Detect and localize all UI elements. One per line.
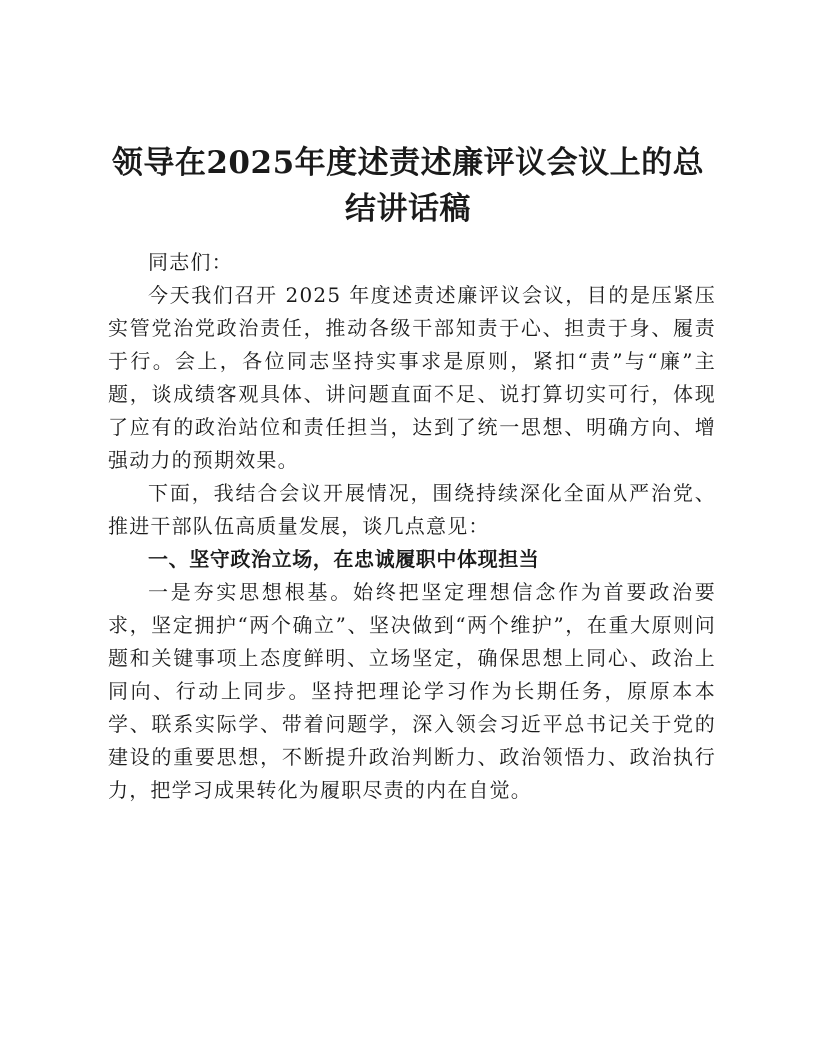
greeting-text: 同志们： [148, 250, 233, 274]
transition-paragraph: 下面，我结合会议开展情况，围绕持续深化全面从严治党、推进干部队伍高质量发展，谈几点意见： [108, 481, 716, 538]
section-heading: 一、坚守政治立场，在忠诚履职中体现担当 [148, 547, 540, 571]
document-title: 领导在2025年度述责述廉评议会议上的总结讲话稿 [111, 145, 705, 227]
section-paragraph: 一是夯实思想根基。始终把坚定理想信念作为首要政治要求，坚定拥护“两个确立”、坚决做到“两个维护”，在重大原则问题和关键事项上态度鲜明、立场坚定，确保思想上同心、政治上同向、行动上同步。坚持把理论学习作为长期任务，原原本本学、联系实际学、带着问题学，深入领会习近平总书记关于党的建设的重要思想，不断提升政治判断力、政治领悟力、政治执行力，把学习成果转化为履职尽责的内在自觉。 [108, 580, 716, 802]
document-body [108, 246, 716, 807]
intro-paragraph: 今天我们召开 2025 年度述责述廉评议会议，目的是压紧压实管党治党政治责任，推动各级干部知责于心、担责于身、履责于行。会上，各位同志坚持实事求是原则，紧扣“责”与“廉”主题，谈成绩客观具体、讲问题直面不足、说打算切实可行，体现了应有的政治站位和责任担当，达到了统一思想、明确方向、增强动力的预期效果。 [108, 283, 716, 472]
